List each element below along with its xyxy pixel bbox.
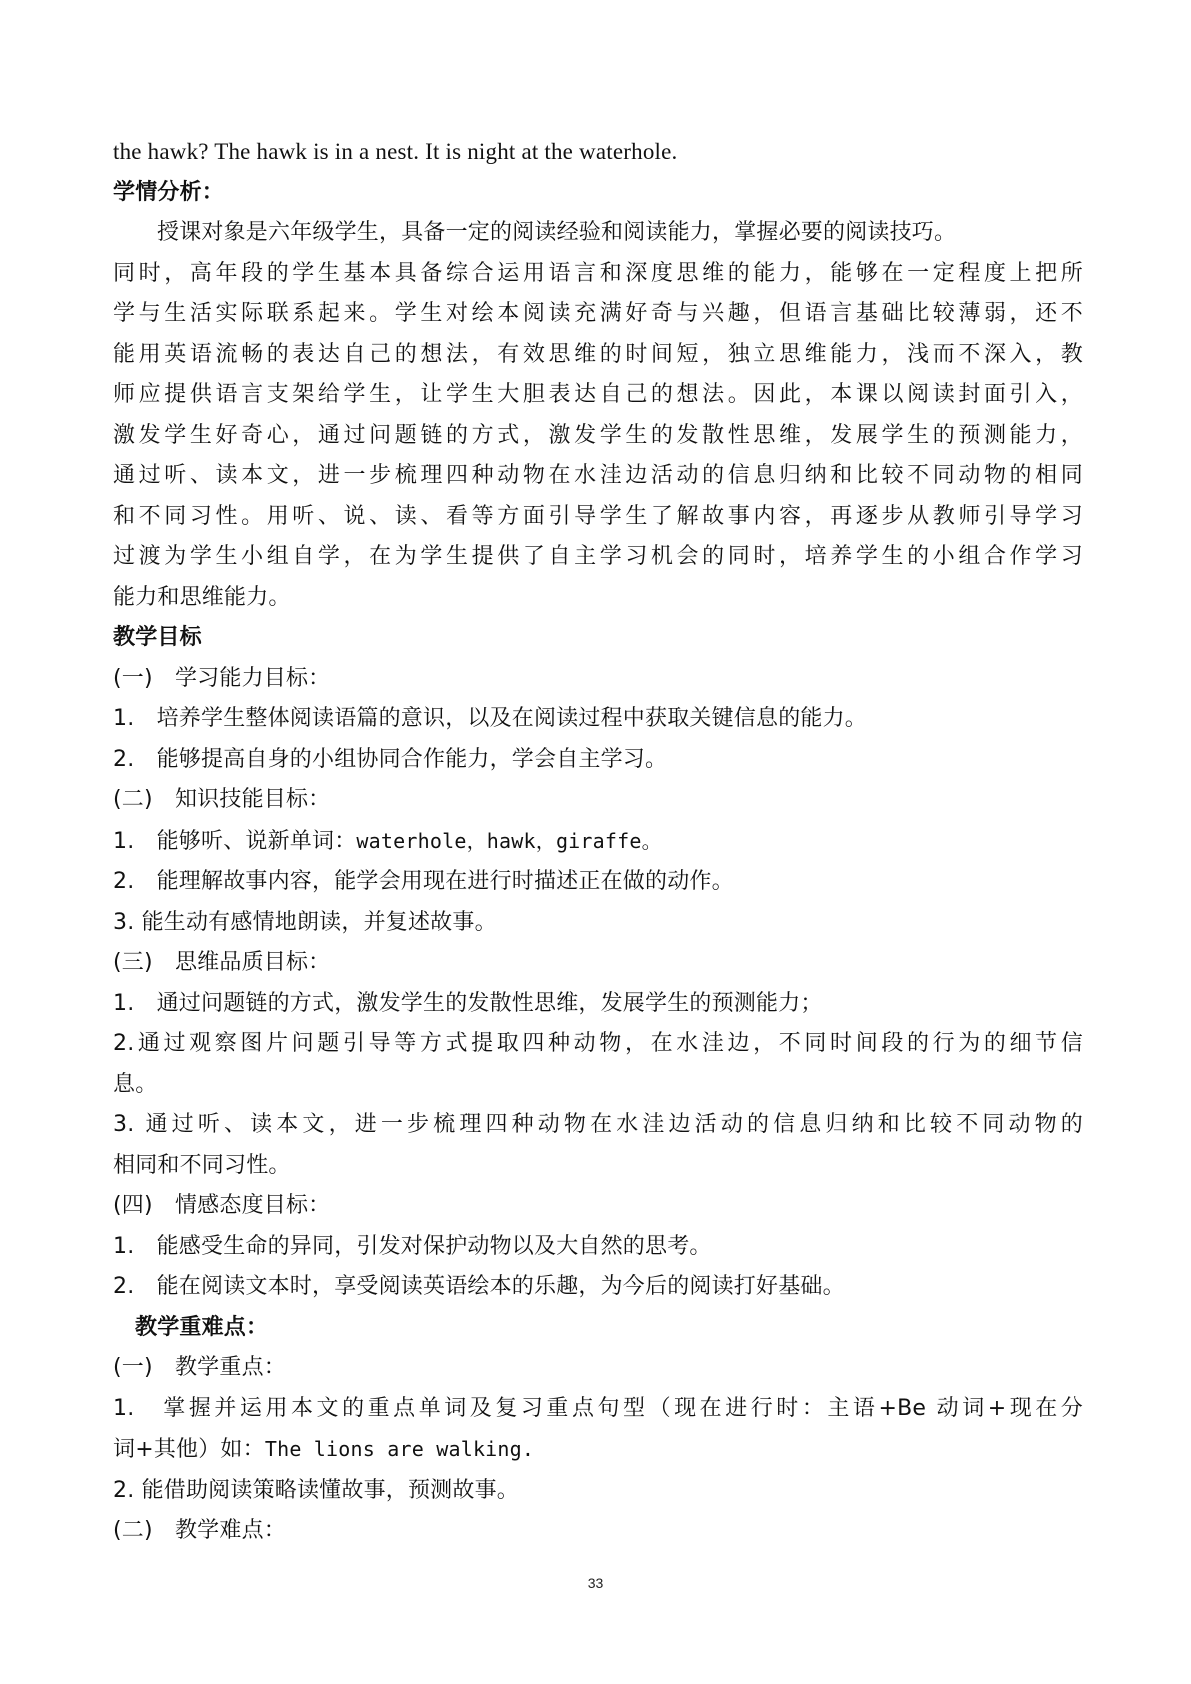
keypoint-group-title: (二) 教学难点：	[113, 1518, 286, 1543]
intro-line: the hawk? The hawk is in a nest. It is night at the waterhole.	[113, 139, 678, 164]
page-content	[113, 132, 1083, 1552]
section-heading-xueqing: 学情分析：	[113, 179, 225, 205]
paragraph-line: 能用英语流畅的表达自己的想法，有效思维的时间短，独立思维能力，浅而不深入，教	[113, 341, 1083, 367]
page-number: 33	[587, 1575, 604, 1591]
goal-item: 3. 能生动有感情地朗读，并复述故事。	[113, 909, 497, 935]
section-heading-goals: 教学目标	[113, 625, 202, 650]
keypoint-item: 1. 掌握并运用本文的重点单词及复习重点句型（现在进行时：主语+Be 动词+现在分	[113, 1395, 1083, 1421]
goal-group-title: (一) 学习能力目标：	[113, 665, 331, 691]
goal-item: 1. 能感受生命的异同，引发对保护动物以及大自然的思考。	[113, 1233, 712, 1259]
keypoint-group-title: (一) 教学重点：	[113, 1355, 286, 1380]
goal-item-continuation: 相同和不同习性。	[113, 1152, 291, 1178]
vocabulary-words: waterhole，hawk，giraffe。	[356, 828, 662, 853]
paragraph-line: 师应提供语言支架给学生，让学生大胆表达自己的想法。因此，本课以阅读封面引入，	[113, 382, 1083, 407]
goal-item: 2. 能在阅读文本时，享受阅读英语绘本的乐趣，为今后的阅读打好基础。	[113, 1274, 845, 1299]
goal-group-title: (三) 思维品质目标：	[113, 950, 331, 975]
goal-group-title: (四) 情感态度目标：	[113, 1193, 331, 1218]
paragraph-line: 授课对象是六年级学生，具备一定的阅读经验和阅读能力，掌握必要的阅读技巧。	[157, 220, 957, 245]
goal-item: 3. 通过听、读本文，进一步梳理四种动物在水洼边活动的信息归纳和比较不同动物的	[113, 1112, 1083, 1137]
paragraph-line: 同时，高年段的学生基本具备综合运用语言和深度思维的能力，能够在一定程度上把所	[113, 260, 1083, 286]
section-heading-keypoints: 教学重难点：	[135, 1314, 269, 1340]
goal-item: 1. 通过问题链的方式，激发学生的发散性思维，发展学生的预测能力；	[113, 990, 823, 1016]
paragraph-line: 能力和思维能力。	[113, 584, 291, 610]
paragraph-line: 激发学生好奇心，通过问题链的方式，激发学生的发散性思维，发展学生的预测能力，	[113, 422, 1083, 448]
paragraph-line: 学与生活实际联系起来。学生对绘本阅读充满好奇与兴趣，但语言基础比较薄弱，还不	[113, 301, 1083, 326]
xueqing-paragraph	[113, 213, 1083, 618]
paragraph-line: 通过听、读本文，进一步梳理四种动物在水洼边活动的信息归纳和比较不同动物的相同	[113, 463, 1083, 488]
paragraph-line: 过渡为学生小组自学，在为学生提供了自主学习机会的同时，培养学生的小组合作学习	[113, 544, 1083, 569]
goal-item: 1. 培养学生整体阅读语篇的意识，以及在阅读过程中获取关键信息的能力。	[113, 706, 867, 731]
keypoint-text: 词+其他）如：	[113, 1437, 265, 1462]
goal-item	[113, 821, 1083, 863]
goal-item: 2. 能理解故事内容，能学会用现在进行时描述正在做的动作。	[113, 869, 734, 894]
goal-item-continuation: 息。	[113, 1071, 158, 1097]
goal-item: 2.通过观察图片问题引导等方式提取四种动物，在水洼边，不同时间段的行为的细节信	[113, 1031, 1083, 1056]
keypoint-item: 2. 能借助阅读策略读懂故事，预测故事。	[113, 1477, 519, 1503]
goal-item-text: 1. 能够听、说新单词：	[113, 828, 357, 854]
goal-group-title: (二) 知识技能目标：	[113, 787, 331, 812]
paragraph-line: 和不同习性。用听、说、读、看等方面引导学生了解故事内容，再逐步从教师引导学习	[113, 503, 1083, 529]
goal-item: 2. 能够提高自身的小组协同合作能力，学会自主学习。	[113, 746, 668, 772]
example-sentence: The lions are walking.	[264, 1437, 535, 1461]
keypoint-item-continuation	[113, 1429, 1083, 1471]
